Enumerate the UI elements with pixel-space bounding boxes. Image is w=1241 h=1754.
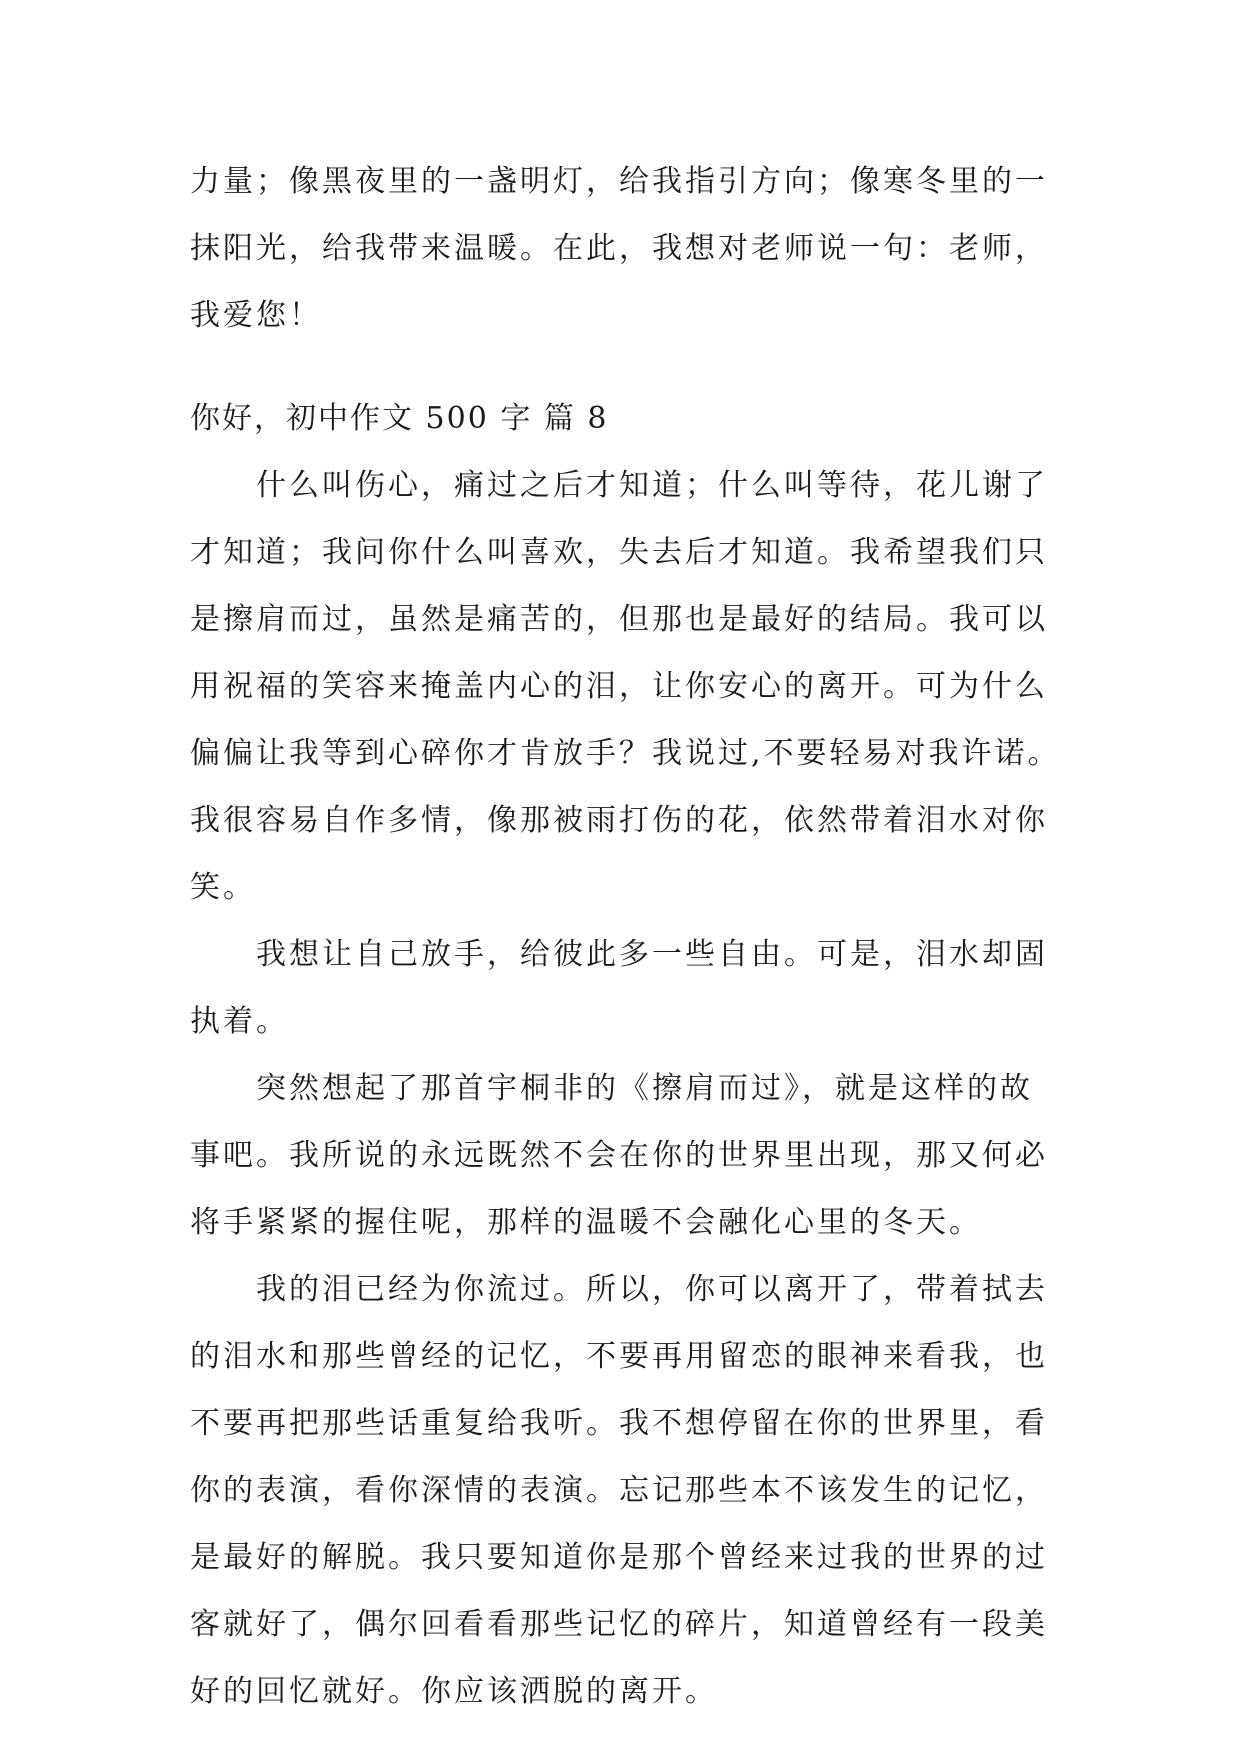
paragraph-1 bbox=[190, 452, 1070, 921]
text-line: 用祝福的笑容来掩盖内心的泪，让你安心的离开。可为什么 bbox=[190, 669, 1048, 704]
paragraph-3 bbox=[190, 1055, 1070, 1256]
text-line: 我想让自己放手，给彼此多一些自由。可是，泪水却固 bbox=[256, 937, 1048, 972]
text-line: 力量；像黑夜里的一盏明灯，给我指引方向；像寒冬里的一 bbox=[190, 164, 1048, 199]
text-line: 突然想起了那首宇桐非的《擦肩而过》，就是这样的故 bbox=[256, 1071, 1033, 1106]
text-line: 才知道；我问你什么叫喜欢，失去后才知道。我希望我们只 bbox=[190, 535, 1048, 570]
text-line: 将手紧紧的握住呢，那样的温暖不会融化心里的冬天。 bbox=[190, 1205, 982, 1240]
text-line: 执着。 bbox=[190, 1004, 289, 1039]
text-line: 偏偏让我等到心碎你才肯放手？我说过,不要轻易对我许诺。 bbox=[190, 736, 1061, 771]
text-line: 好的回忆就好。你应该洒脱的离开。 bbox=[190, 1674, 718, 1709]
text-line: 什么叫伤心，痛过之后才知道；什么叫等待，花儿谢了 bbox=[256, 468, 1048, 503]
paragraph-4 bbox=[190, 1256, 1070, 1725]
text-line: 我爱您！ bbox=[190, 298, 322, 333]
text-line: 我的泪已经为你流过。所以，你可以离开了，带着拭去 bbox=[256, 1272, 1048, 1307]
text-line: 笑。 bbox=[190, 870, 256, 905]
paragraph-2 bbox=[190, 921, 1070, 1055]
text-line: 抹阳光，给我带来温暖。在此，我想对老师说一句：老师， bbox=[190, 231, 1048, 266]
text-line: 你的表演，看你深情的表演。忘记那些本不该发生的记忆， bbox=[190, 1473, 1048, 1508]
text-line: 客就好了，偶尔回看看那些记忆的碎片，知道曾经有一段美 bbox=[190, 1607, 1048, 1642]
text-line: 不要再把那些话重复给我听。我不想停留在你的世界里，看 bbox=[190, 1406, 1048, 1441]
text-line: 我很容易自作多情，像那被雨打伤的花，依然带着泪水对你 bbox=[190, 803, 1048, 838]
text-line: 是最好的解脱。我只要知道你是那个曾经来过我的世界的过 bbox=[190, 1540, 1048, 1575]
section-title: 你好，初中作文 500 字 篇 8 bbox=[190, 401, 609, 436]
text-line: 的泪水和那些曾经的记忆，不要再用留恋的眼神来看我，也 bbox=[190, 1339, 1048, 1374]
text-line: 事吧。我所说的永远既然不会在你的世界里出现，那又何必 bbox=[190, 1138, 1048, 1173]
prev-paragraph bbox=[190, 148, 1070, 349]
text-line: 是擦肩而过，虽然是痛苦的，但那也是最好的结局。我可以 bbox=[190, 602, 1048, 637]
